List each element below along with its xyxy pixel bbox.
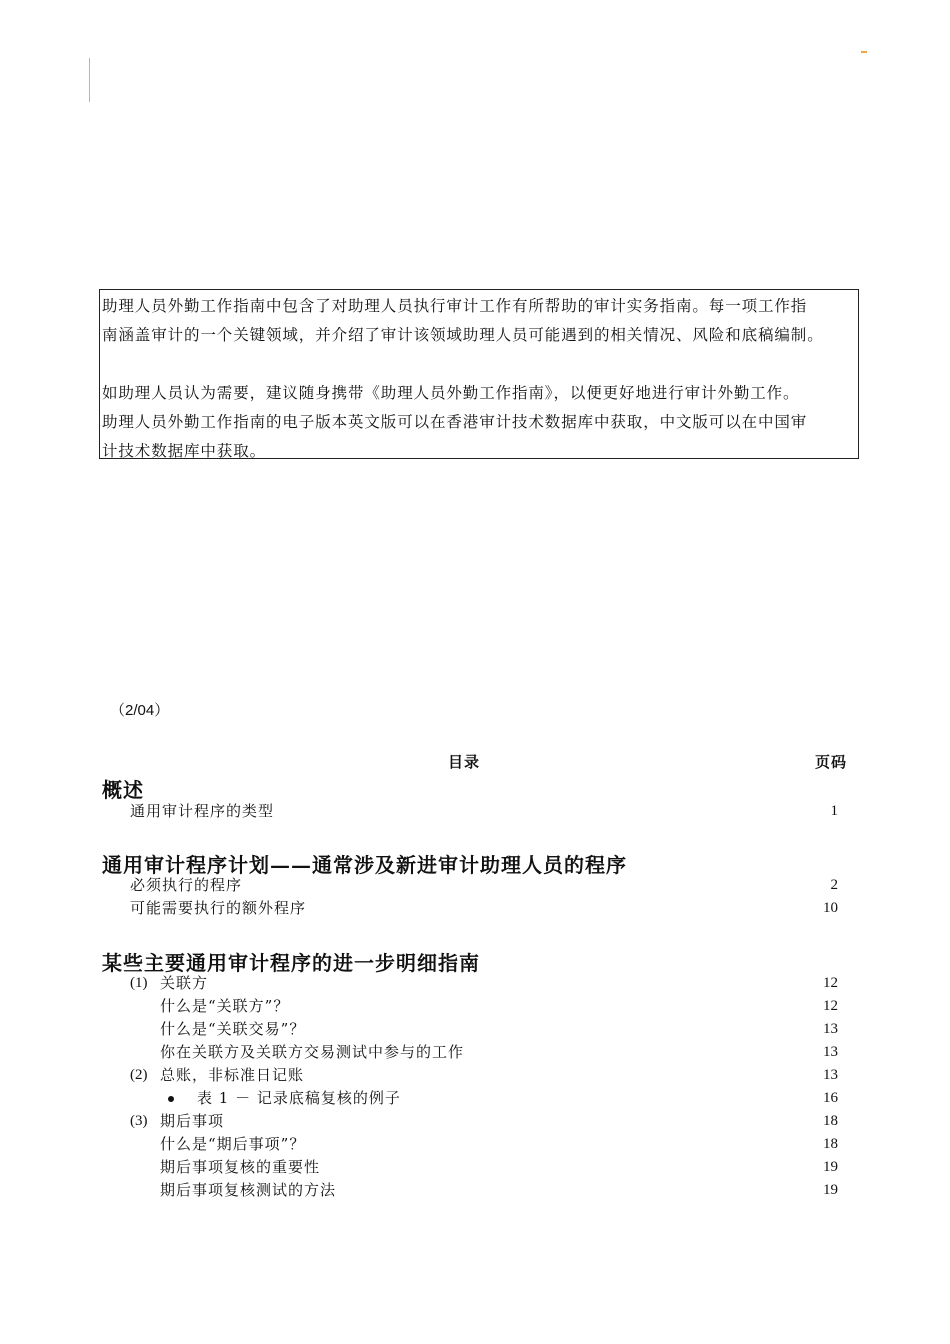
toc-entry[interactable] bbox=[0, 897, 950, 920]
toc-entry-index: (3) bbox=[130, 1113, 148, 1129]
toc-entry[interactable] bbox=[0, 1156, 950, 1179]
toc-entry-page: 13 bbox=[823, 1021, 838, 1037]
toc-entry-page: 18 bbox=[823, 1113, 838, 1129]
toc-entry[interactable] bbox=[0, 1133, 950, 1156]
toc-entry-label: 什么是“关联交易”？ bbox=[160, 1020, 306, 1038]
notice-box bbox=[99, 289, 859, 459]
toc-entry-page: 18 bbox=[823, 1136, 838, 1152]
toc-section-title: 通用审计程序计划——通常涉及新进审计助理人员的程序 bbox=[102, 853, 627, 877]
notice-line: 助理人员外勤工作指南中包含了对助理人员执行审计工作有所帮助的审计实务指南。每一项工作指 bbox=[102, 297, 808, 315]
toc-entry-label: 可能需要执行的额外程序 bbox=[130, 899, 307, 917]
toc-entry-label: 必须执行的程序 bbox=[130, 876, 243, 894]
toc-entry[interactable] bbox=[0, 972, 950, 995]
toc-entry-label: 表 1 － 记录底稿复核的例子 bbox=[197, 1089, 401, 1107]
toc-entry-page: 10 bbox=[823, 900, 838, 916]
toc-entry-page: 19 bbox=[823, 1182, 838, 1198]
toc-entry[interactable] bbox=[0, 1179, 950, 1202]
toc-title: 目录 bbox=[448, 753, 481, 771]
toc-entry[interactable] bbox=[0, 1018, 950, 1041]
toc-entry-index: (1) bbox=[130, 975, 148, 991]
toc-entry[interactable] bbox=[0, 995, 950, 1018]
margin-line bbox=[89, 58, 90, 102]
toc-entry-page: 13 bbox=[823, 1044, 838, 1060]
toc-entry[interactable] bbox=[0, 1064, 950, 1087]
toc-entry-label: 通用审计程序的类型 bbox=[130, 802, 275, 820]
toc-entry-page: 16 bbox=[823, 1090, 838, 1106]
toc-section-title: 某些主要通用审计程序的进一步明细指南 bbox=[102, 951, 480, 975]
toc-entry-page: 12 bbox=[823, 998, 838, 1014]
toc-entry-label: 关联方 bbox=[160, 974, 209, 992]
notice-line: 助理人员外勤工作指南的电子版本英文版可以在香港审计技术数据库中获取，中文版可以在中国审 bbox=[102, 413, 808, 431]
toc-entry-label: 期后事项 bbox=[160, 1112, 225, 1130]
toc-entry-page: 12 bbox=[823, 975, 838, 991]
toc-section-title: 概述 bbox=[102, 778, 144, 802]
notice-line: 计技术数据库中获取。 bbox=[102, 442, 267, 460]
toc-entry[interactable] bbox=[0, 1110, 950, 1133]
notice-line: 南涵盖审计的一个关键领域，并介绍了审计该领域助理人员可能遇到的相关情况、风险和底稿编制。 bbox=[102, 326, 824, 344]
toc-entry-label: 什么是“期后事项”？ bbox=[160, 1135, 306, 1153]
bullet-icon bbox=[168, 1096, 174, 1102]
toc-entry[interactable] bbox=[0, 800, 950, 823]
toc-entry-index: (2) bbox=[130, 1067, 148, 1083]
toc-page-label: 页码 bbox=[815, 753, 848, 771]
toc-entry[interactable] bbox=[0, 874, 950, 897]
toc-entry-label: 总账，非标准日记账 bbox=[160, 1066, 305, 1084]
toc-entry[interactable] bbox=[0, 1087, 950, 1110]
toc-entry-page: 13 bbox=[823, 1067, 838, 1083]
toc-entry-page: 1 bbox=[830, 803, 838, 819]
toc-entry-label: 你在关联方及关联方交易测试中参与的工作 bbox=[160, 1043, 465, 1061]
toc-entry-label: 什么是“关联方”？ bbox=[160, 997, 290, 1015]
toc-entry-page: 19 bbox=[823, 1159, 838, 1175]
toc-entry-label: 期后事项复核的重要性 bbox=[160, 1158, 321, 1176]
notice-line: 如助理人员认为需要，建议随身携带《助理人员外勤工作指南》，以便更好地进行审计外勤工作。 bbox=[102, 384, 800, 402]
corner-mark bbox=[861, 51, 867, 53]
document-date: （2/04） bbox=[110, 702, 170, 719]
toc-entry-page: 2 bbox=[830, 877, 838, 893]
toc-entry-label: 期后事项复核测试的方法 bbox=[160, 1181, 337, 1199]
toc-entry[interactable] bbox=[0, 1041, 950, 1064]
